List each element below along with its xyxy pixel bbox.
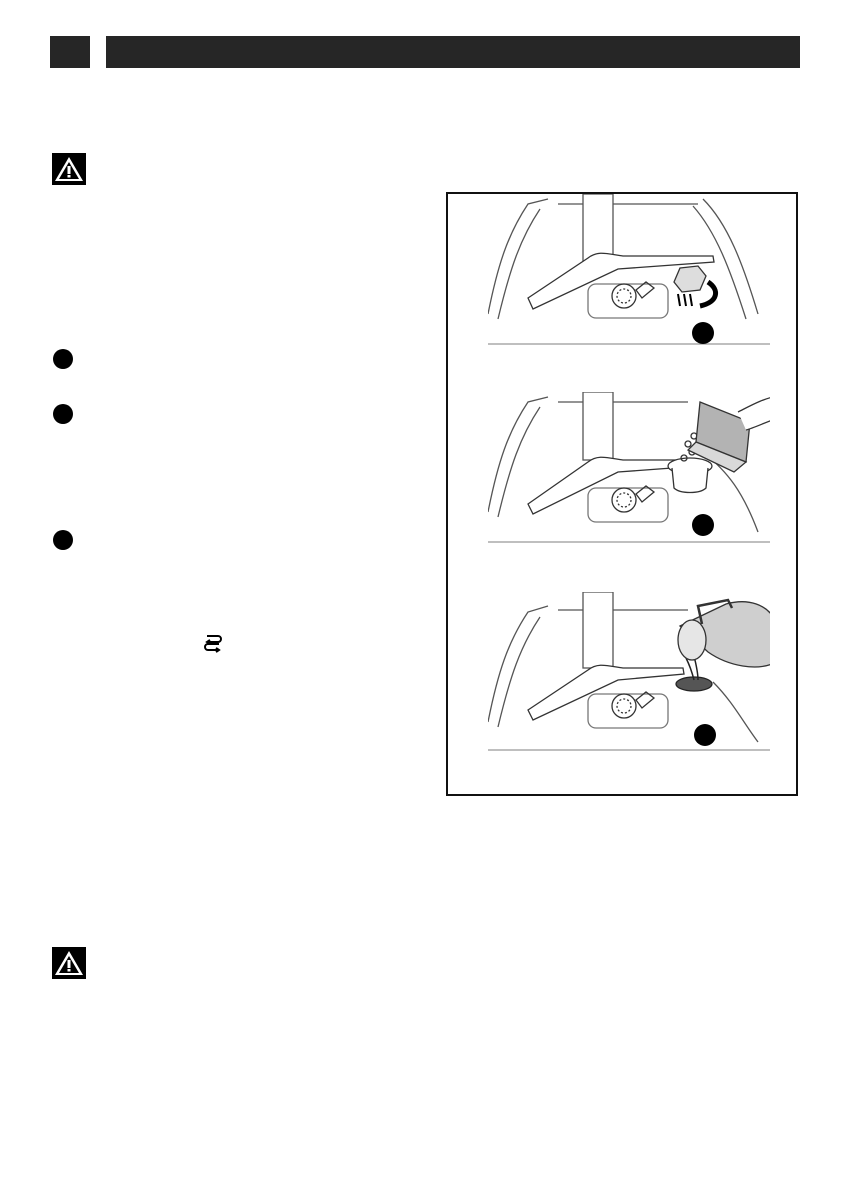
step-bullet-3: [53, 530, 73, 550]
page-number-tab: [50, 36, 90, 68]
rinse-aid-symbol-icon: [203, 633, 223, 653]
warning-triangle-icon: [52, 153, 86, 185]
step-bullet-1: [53, 349, 73, 369]
illustration-unscrew-cap: [488, 194, 770, 354]
illustration-frame: [446, 192, 798, 796]
step-number-1-icon: [692, 322, 714, 344]
step-bullet-2: [53, 404, 73, 424]
step-number-3-icon: [694, 724, 716, 746]
section-header-bar: [106, 36, 800, 68]
step-number-2-icon: [692, 514, 714, 536]
illustration-pour-water: [488, 592, 770, 752]
illustration-pour-salt: [488, 392, 770, 552]
warning-triangle-icon: [52, 947, 86, 979]
